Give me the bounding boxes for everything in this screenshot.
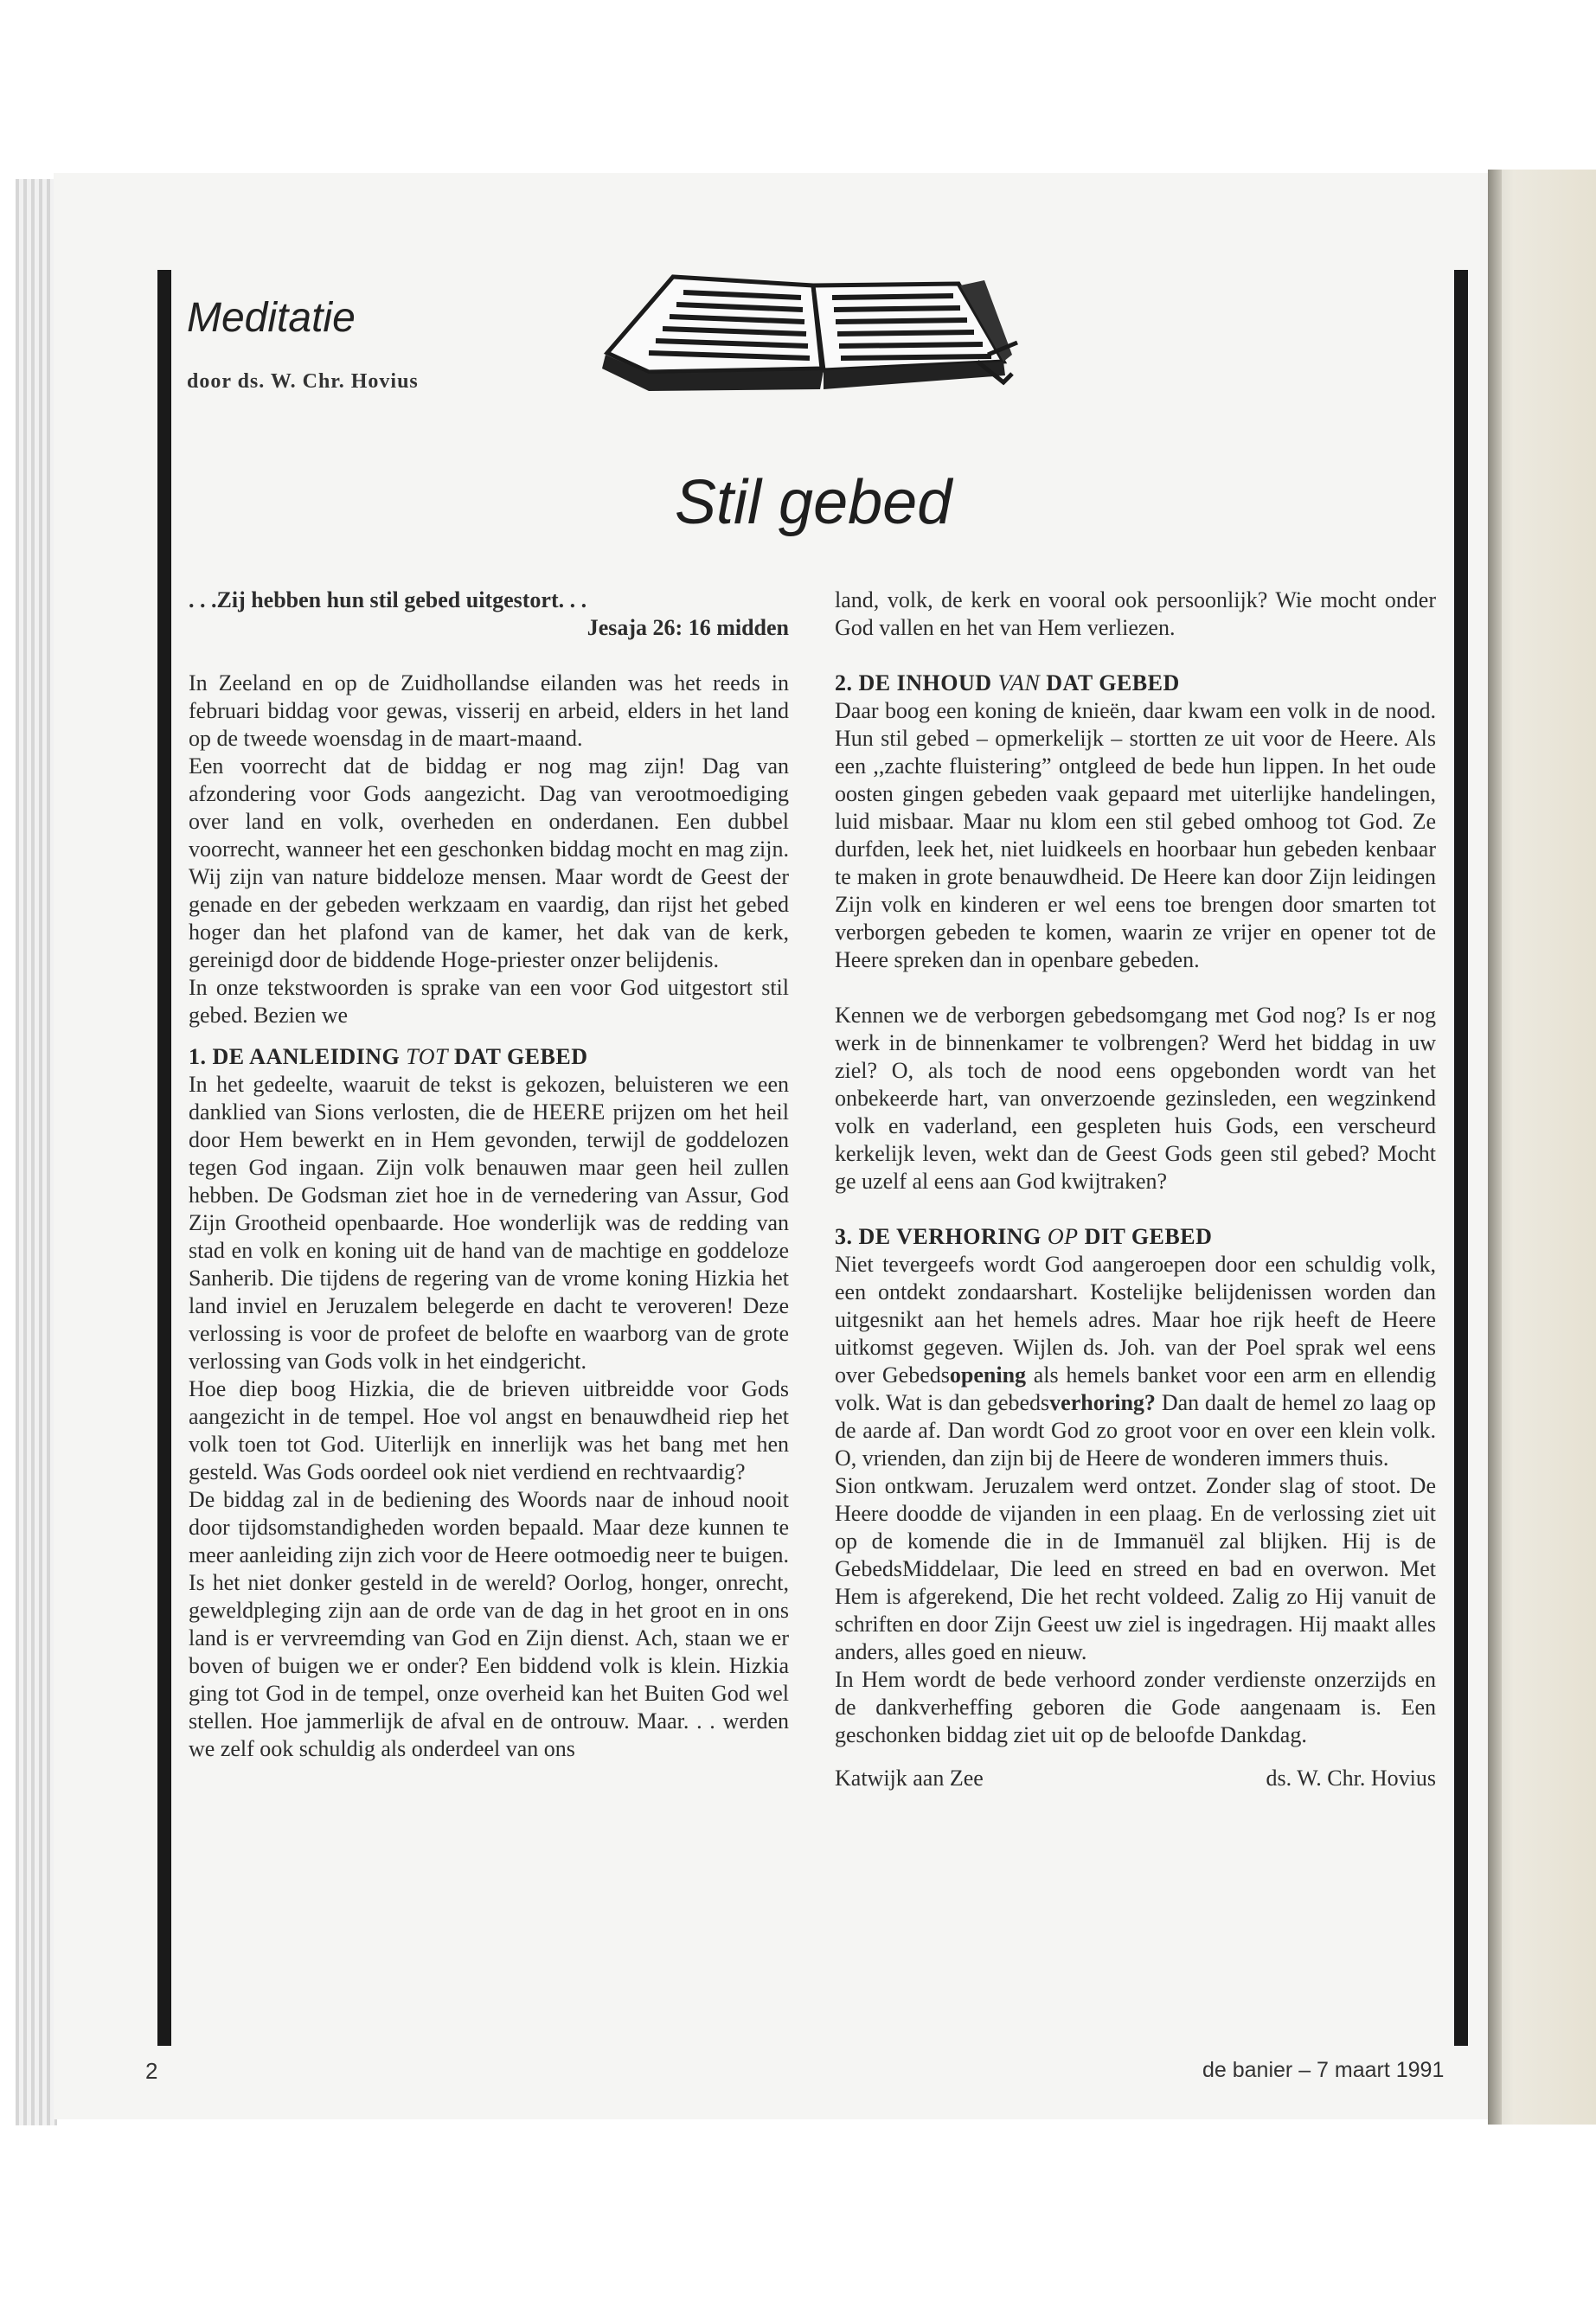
adjacent-book-edge <box>1488 170 1596 2125</box>
page-number: 2 <box>145 2058 158 2084</box>
left-column <box>189 586 789 1763</box>
section-heading-3: 3. DE VERHORING OP DIT GEBED <box>835 1224 1213 1249</box>
right-column <box>835 586 1436 1792</box>
book-page-edges <box>16 179 57 2125</box>
paragraph: Een voorrecht dat de biddag er nog mag zijn! Dag van afzondering voor Gods aangezicht. Dag van verootmoediging over land en volk, overheden en onderdanen. Een dubbel voorrecht, wanneer het een geschonken biddag mocht en mag zijn. Wij zijn van nature biddeloze mensen. Maar wordt de Geest der genade en der gebeden werkzaam en vaardig, dan rijst het gebed hoger dan het plafond van de kamer, het dak van de kerk, gereinigd door de biddende Hoge-priester onzer belijdenis. <box>189 753 789 972</box>
right-border-rule <box>1454 270 1468 2046</box>
paragraph: Sion ontkwam. Jeruzalem werd ontzet. Zonder slag of stoot. De Heere doodde de vijanden in een plaag. En de verlossing ziet uit op de komende die in de Immanuël zal blijken. Hij is de GebedsMiddelaar, Die leed en streed en bad en overwon. Met Hem is afgerekend, Die het recht voldeed. Zalig zo Hij vanuit de schriften en door Zijn Geest uw ziel is ingedragen. Hij maakt alles anders, alles goed en nieuw. <box>835 1473 1436 1664</box>
paragraph: De biddag zal in de bediening des Woords naar de inhoud nooit door tijdsomstandigheden worden bepaald. Maar deze kunnen te meer aanleiding zijn zich voor de Heere ootmoedig neer te buigen. Is het niet donker gesteld in de wereld? Oorlog, honger, onrecht, geweldpleging zijn aan de orde van de dag in het groot en in ons land is er vervreemding van God en Zijn dienst. Ach, staan we er boven of buigen we er onder? Een biddend volk is klein. Hizkia ging tot God in de tempel, onze overheid kan het Buiten God wel stellen. Hoe jammerlijk de afval en de ontrouw. Maar. . . werden we zelf ook schuldig als onderdeel van ons <box>189 1487 789 1761</box>
author-byline: door ds. W. Chr. Hovius <box>187 370 419 393</box>
paragraph: In onze tekstwoorden is sprake van een voor God uitgestort stil gebed. Bezien we <box>189 975 789 1028</box>
epigraph-reference: Jesaja 26: 16 midden <box>586 615 789 640</box>
paragraph: Daar boog een koning de knieën, daar kwam een volk in de nood. Hun stil gebed – opmerkelijk – stortten ze uit voor de Heere. Als een ,,zachte fluistering” ontgleed de bede hun lippen. In het oude oosten gingen gebeden vaak gepaard met uiterlijke handelingen, luid misbaar. Maar nu klom een stil gebed omhoog tot God. Ze durfden, leek het, niet luidkeels en hoorbaar hun gebeden kenbaar te maken in grote benauwdheid. De Heere kan door Zijn leidingen Zijn volk en kinderen er wel eens toe brengen door smarten tot verborgen gebeden te komen, waarin ze vrijer en opener tot de Heere spreken dan in openbare gebeden. <box>835 698 1436 972</box>
paragraph: In Zeeland en op de Zuidhollandse eilanden was het reeds in februari biddag voor gewas, visserij en arbeid, elders in het land op de tweede woensdag in de maart-maand. <box>189 670 789 751</box>
section-heading-1: 1. DE AANLEIDING TOT DAT GEBED <box>189 1044 588 1069</box>
paragraph: In Hem wordt de bede verhoord zonder verdienste onzerzijds en de dankverheffing geboren die Gode aangenaam is. Een geschonken biddag ziet uit op de beloofde Dankdag. <box>835 1667 1436 1747</box>
left-border-rule <box>157 270 171 2046</box>
open-book-icon <box>597 260 1021 398</box>
place: Katwijk aan Zee <box>835 1766 984 1791</box>
paragraph: Hoe diep boog Hizkia, die de brieven uitbreidde voor Gods aangezicht in de tempel. Hoe vol angst en benauwdheid riep het volk toen tot God. Uiterlijk en innerlijk was het bang met hen gesteld. Was Gods oordeel ook niet verdiend en rechtvaardig? <box>189 1376 789 1484</box>
paragraph: Kennen we de verborgen gebedsomgang met God nog? Is er nog werk in de binnenkamer te volbrengen? Werd het biddag in uw ziel? O, als toch de nood eens opgebonden wordt van het onbekeerde hart, van onverzoende gezinsleden, een wegzinkend volk en vaderland, een gespleten huis Gods, een verscheurd kerkelijk leven, wekt dan de Geest Gods geen stil gebed? Mocht ge uzelf al eens aan God kwijtraken? <box>835 1003 1436 1194</box>
paragraph: Niet tevergeefs wordt God aangeroepen door een schuldig volk, een ontdekt zondaarshart. Kostelijke belijdenissen worden dan uitgesnikt aan het hemels adres. Maar hoe rijk heeft de Heere uitkomst gegeven. Wijlen ds. Joh. van der Poel sprak wel eens over Gebedsopening als hemels banket voor een arm en ellendig volk. Wat is dan gebedsverhoring? Dan daalt de hemel zo laag op de aarde af. Dan wordt God zo groot voor en over een klein volk. O, vrienden, dan zijn bij de Heere de wonderen immers thuis. <box>835 1252 1436 1471</box>
article-title: Stil gebed <box>675 468 952 537</box>
paragraph: In het gedeelte, waaruit de tekst is gekozen, beluisteren we een danklied van Sions verlosten, die de HEERE prijzen om het heil door Hem bewerkt en in Hem gevonden, terwijl de goddelozen tegen God ingaan. Zijn volk benauwen maar geen heil zullen hebben. De Godsman ziet hoe in de vernedering van Assur, God Zijn Grootheid openbaarde. Hoe wonderlijk was de redding van stad en volk en koning uit de hand van de machtige en goddeloze Sanherib. Die tijdens de regering van de vrome koning Hizkia het land inviel en Jeruzalem belegerde en dacht te veroveren! Deze verlossing is voor de profeet de belofte en waarborg van de grote verlossing van Gods volk in het eindgericht. <box>189 1072 789 1374</box>
signature-row <box>835 1765 1436 1792</box>
paragraph: land, volk, de kerk en vooral ook persoonlijk? Wie mocht onder God vallen en het van Hem verliezen. <box>835 587 1436 640</box>
signature: ds. W. Chr. Hovius <box>1266 1766 1436 1791</box>
issue-footer: de banier – 7 maart 1991 <box>1202 2058 1445 2082</box>
section-heading-2: 2. DE INHOUD VAN DAT GEBED <box>835 670 1180 695</box>
epigraph-quote: . . .Zij hebben hun stil gebed uitgestort. . . <box>189 587 587 612</box>
section-label: Meditatie <box>187 295 356 341</box>
